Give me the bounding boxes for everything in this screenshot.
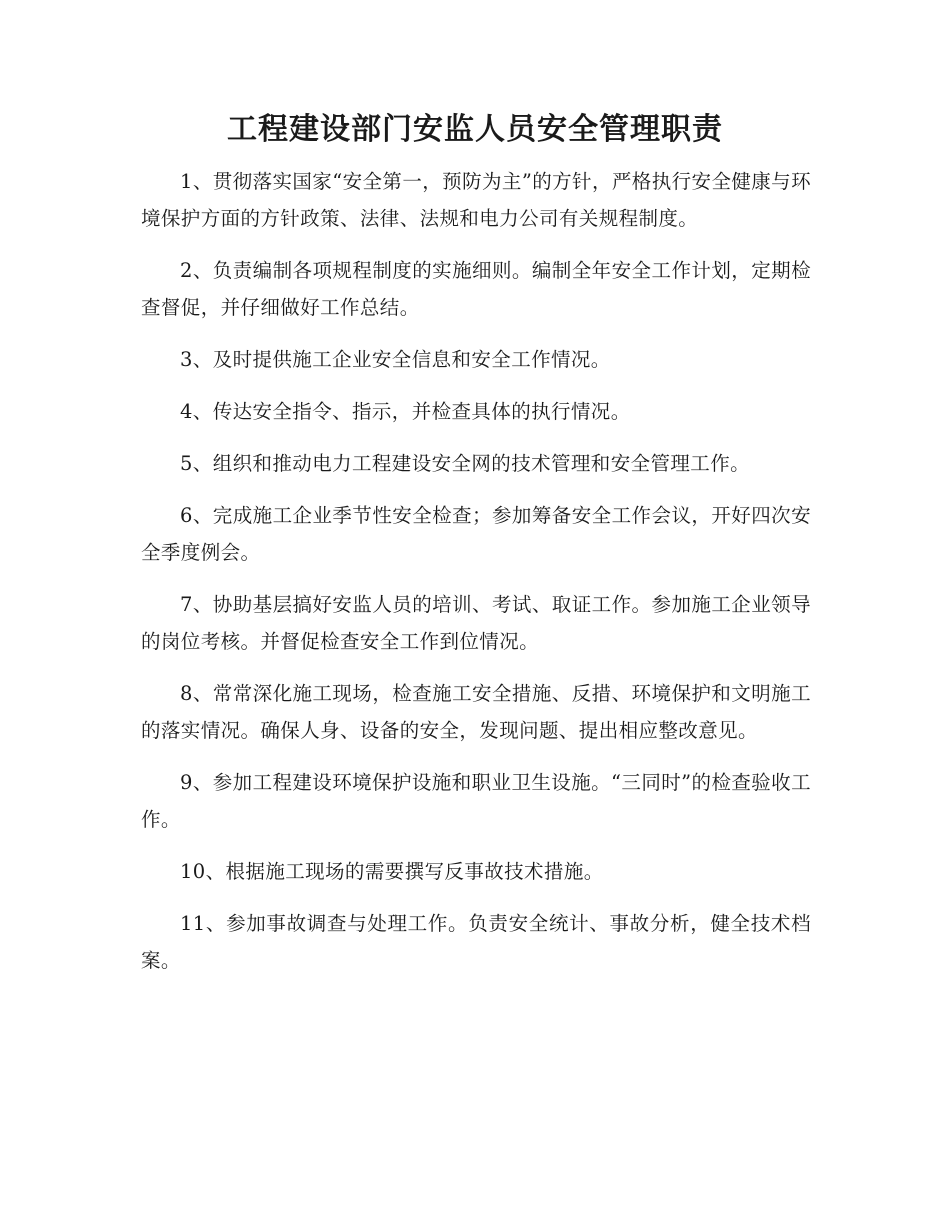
paragraph-11: 11、参加事故调查与处理工作。负责安全统计、事故分析，健全技术档案。 [141, 912, 811, 972]
document-body [141, 163, 811, 994]
document-title: 工程建设部门安监人员安全管理职责 [227, 112, 723, 147]
paragraph-3: 3、及时提供施工企业安全信息和安全工作情况。 [180, 348, 611, 371]
paragraph-2: 2、负责编制各项规程制度的实施细则。编制全年安全工作计划，定期检查督促，并仔细做好工作总结。 [141, 259, 811, 319]
paragraph-5: 5、组织和推动电力工程建设安全网的技术管理和安全管理工作。 [180, 452, 751, 475]
paragraph-7: 7、协助基层搞好安监人员的培训、考试、取证工作。参加施工企业领导的岗位考核。并督促检查安全工作到位情况。 [141, 593, 811, 653]
paragraph-6: 6、完成施工企业季节性安全检查；参加筹备安全工作会议，开好四次安全季度例会。 [141, 504, 811, 564]
paragraph-1: 1、贯彻落实国家“安全第一，预防为主”的方针，严格执行安全健康与环境保护方面的方针政策、法律、法规和电力公司有关规程制度。 [141, 170, 811, 230]
paragraph-4: 4、传达安全指令、指示，并检查具体的执行情况。 [180, 400, 631, 423]
paragraph-9: 9、参加工程建设环境保护设施和职业卫生设施。“三同时”的检查验收工作。 [141, 771, 811, 831]
paragraph-10: 10、根据施工现场的需要撰写反事故技术措施。 [180, 860, 604, 883]
paragraph-8: 8、常常深化施工现场，检查施工安全措施、反措、环境保护和文明施工的落实情况。确保人身、设备的安全，发现问题、提出相应整改意见。 [141, 682, 811, 742]
